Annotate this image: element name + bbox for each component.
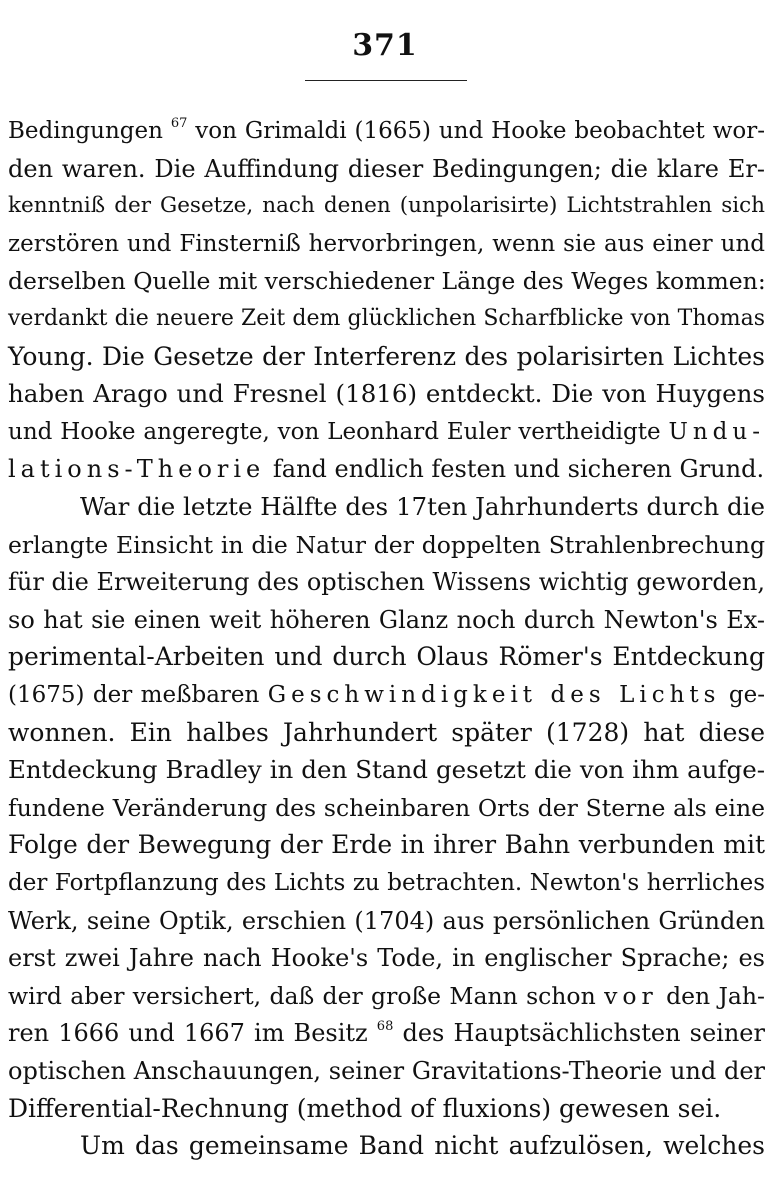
text-line: Entdeckung Bradley in den Stand gesetzt die von ihm aufge-	[8, 755, 765, 785]
text-line: verdankt die neuere Zeit dem glücklichen Scharfblicke von Thomas	[8, 306, 765, 331]
text-line: so hat sie einen weit höheren Glanz noch durch Newton's Ex-	[8, 605, 765, 634]
text-line: den waren. Die Auffindung dieser Bedingungen; die klare Er-	[8, 154, 765, 183]
text-line: wird aber versichert, daß der große Mann schon vor den Jah-	[8, 981, 765, 1010]
text-line: erlangte Einsicht in die Natur der doppelten Strahlenbrechung	[8, 530, 765, 559]
text-line: fundene Veränderung des scheinbaren Orts der Sterne als eine	[8, 793, 765, 822]
text-line: Werk, seine Optik, erschien (1704) aus persönlichen Gründen	[8, 906, 765, 935]
text-line: und Hooke angeregte, von Leonhard Euler vertheidigte Undu-	[8, 418, 765, 445]
text-line: erst zwei Jahre nach Hooke's Tode, in englischer Sprache; es	[8, 944, 765, 973]
text-line: für die Erweiterung des optischen Wissens wichtig geworden,	[8, 568, 765, 597]
text-line: ren 1666 und 1667 im Besitz $^{68}$ des Hauptsächlichsten seiner	[8, 1019, 765, 1048]
text-line: Folge der Bewegung der Erde in ihrer Bahn verbunden mit	[8, 830, 765, 860]
text-line: wonnen. Ein halbes Jahrhundert später (1728) hat diese	[8, 717, 765, 747]
text-line: Differential-Rechnung (method of fluxions) gewesen sei.	[8, 1093, 722, 1123]
text-line: optischen Anschauungen, seiner Gravitations-Theorie und der	[8, 1057, 765, 1085]
text-line: Young. Die Gesetze der Interferenz des polarisirten Lichtes	[8, 341, 765, 371]
text-line: Bedingungen $^{67}$ von Grimaldi (1665) und Hooke beobachtet wor-	[8, 116, 765, 144]
text-line: War die letzte Hälfte des 17ten Jahrhunderts durch die	[80, 492, 765, 521]
page-number: 371	[352, 28, 418, 63]
text-line: lations-Theorie fand endlich festen und sicheren Grund.	[8, 455, 765, 484]
text-line: kenntniß der Gesetze, nach denen (unpolarisirte) Lichtstrahlen sich	[8, 193, 765, 219]
text-line: zerstören und Finsterniß hervorbringen, wenn sie aus einer und	[8, 230, 765, 257]
text-line: der Fortpflanzung des Lichts zu betrachten. Newton's herrliches	[8, 870, 765, 896]
text-line: haben Arago und Fresnel (1816) entdeckt. Die von Huygens	[8, 379, 765, 409]
text-line: Um das gemeinsame Band nicht aufzulösen, welches	[80, 1131, 765, 1161]
header-rule	[305, 80, 467, 81]
text-line: (1675) der meßbaren Geschwindigkeit des Lichts ge-	[8, 682, 765, 708]
text-line: perimental-Arbeiten und durch Olaus Römer's Entdeckung	[8, 642, 765, 672]
text-line: derselben Quelle mit verschiedener Länge des Weges kommen:	[8, 267, 766, 296]
